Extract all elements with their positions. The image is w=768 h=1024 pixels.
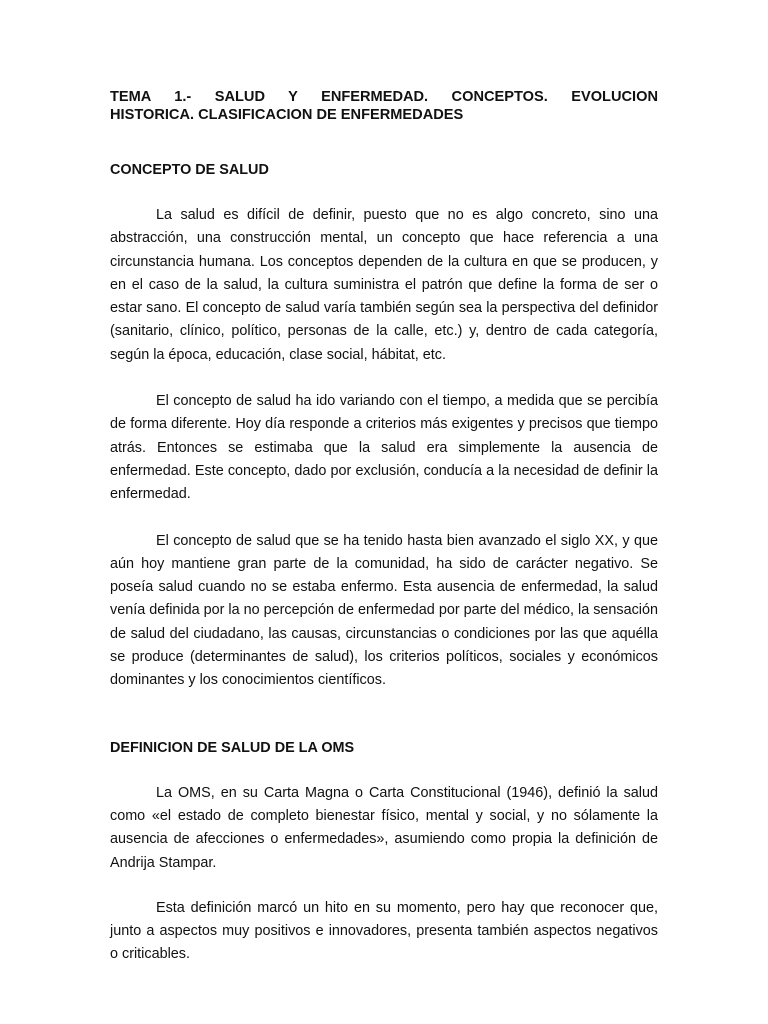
paragraph: El concepto de salud ha ido variando con el tiempo, a medida que se percibía de forma diferente. Hoy día responde a criterios más exigentes y precisos que tiempo atrás. Entonces se estimaba que la salud era simplemente la ausencia de enfermedad. Este concepto, dado por exclusión, conducía a la necesidad de definir la enfermedad.: [110, 393, 658, 503]
document-title: [110, 88, 658, 124]
paragraph: La salud es difícil de definir, puesto que no es algo concreto, sino una abstracción, una construcción mental, un concepto que hace referencia a una circunstancia humana. Los conceptos dependen de la cultura en que se producen, y en el caso de la salud, la cultura suministra el patrón que define la forma de ser o estar sano. El concepto de salud varía también según sea la perspectiva del definidor (sanitario, clínico, político, personas de la calle, etc.) y, dentro de cada categoría, según la época, educación, clase social, hábitat, etc.: [110, 207, 658, 363]
document-title-line-2: HISTORICA. CLASIFICACION DE ENFERMEDADES: [110, 107, 464, 123]
document-title-line-1: TEMA 1.- SALUD Y ENFERMEDAD. CONCEPTOS. EVOLUCION: [110, 89, 658, 105]
document-page: [110, 88, 658, 967]
paragraph: Esta definición marcó un hito en su momento, pero hay que reconocer que, junto a aspectos muy positivos e innovadores, presenta también aspectos negativos o criticables.: [110, 899, 658, 963]
section-heading-concepto-de-salud: CONCEPTO DE SALUD: [110, 162, 269, 178]
section-heading-definicion-oms: DEFINICION DE SALUD DE LA OMS: [110, 739, 355, 756]
paragraph: El concepto de salud que se ha tenido hasta bien avanzado el siglo XX, y que aún hoy mantiene gran parte de la comunidad, ha sido de carácter negativo. Se poseía salud cuando no se estaba enfermo. Esta ausencia de enfermedad, la salud venía definida por la no percepción de enfermedad por parte del médico, la sensación de salud del ciudadano, las causas, circunstancias o condiciones por las que aquélla se produce (determinantes de salud), los criterios políticos, sociales y económicos dominantes y los conocimientos científicos.: [110, 532, 658, 689]
paragraph: La OMS, en su Carta Magna o Carta Constitucional (1946), definió la salud como «el estado de completo bienestar físico, mental y social, y no sólamente la ausencia de afecciones o enfermedades», asumiendo como propia la definición de Andrija Stampar.: [110, 784, 658, 871]
